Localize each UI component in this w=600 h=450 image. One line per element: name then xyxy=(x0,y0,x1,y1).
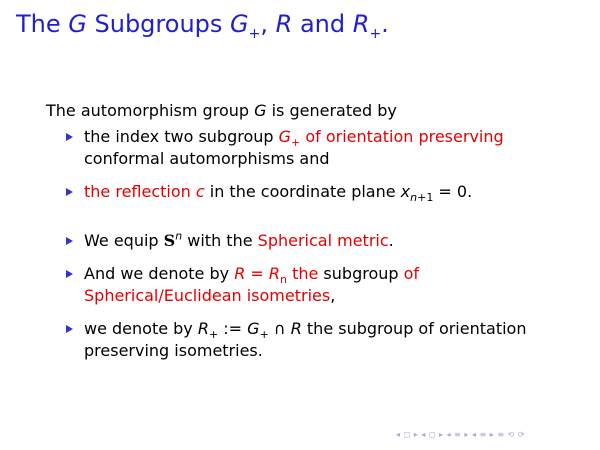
bullet-list-1 xyxy=(46,126,566,203)
list-item: We equip $S^n$ with the Spherical metric. xyxy=(46,230,566,252)
slide-body xyxy=(46,100,566,373)
list-item: And we denote by $R = R_n$ the subgroup of Spherical/Euclidean isometries, xyxy=(46,263,566,307)
list-item: we denote by $R_+$ := $G_+$ ∩ R the subgroup of orientation preserving isometries. xyxy=(46,318,566,362)
bullet-icon xyxy=(66,325,73,333)
bullet-list-2 xyxy=(46,230,566,362)
bullet-icon xyxy=(66,270,73,278)
intro-text: The automorphism group G is generated by xyxy=(46,101,397,120)
bullet-icon xyxy=(66,133,73,141)
list-item: the reflection c in the coordinate plane $x_{n+1} = 0$. xyxy=(46,181,566,203)
bullet-icon xyxy=(66,188,73,196)
navigation-controls[interactable]: ◂ ◻ ▸ ◂ ◻ ▸ ◂ ≡ ▸ ◂ ≡ ▸ ≡ ⟲ ⟳ xyxy=(396,430,526,439)
slide-title: The G Subgroups $G_+$, R and $R_+$. xyxy=(16,10,389,42)
list-item: the index two subgroup $G_+$ of orientation preserving conformal automorphisms and xyxy=(46,126,566,170)
bullet-icon xyxy=(66,237,73,245)
